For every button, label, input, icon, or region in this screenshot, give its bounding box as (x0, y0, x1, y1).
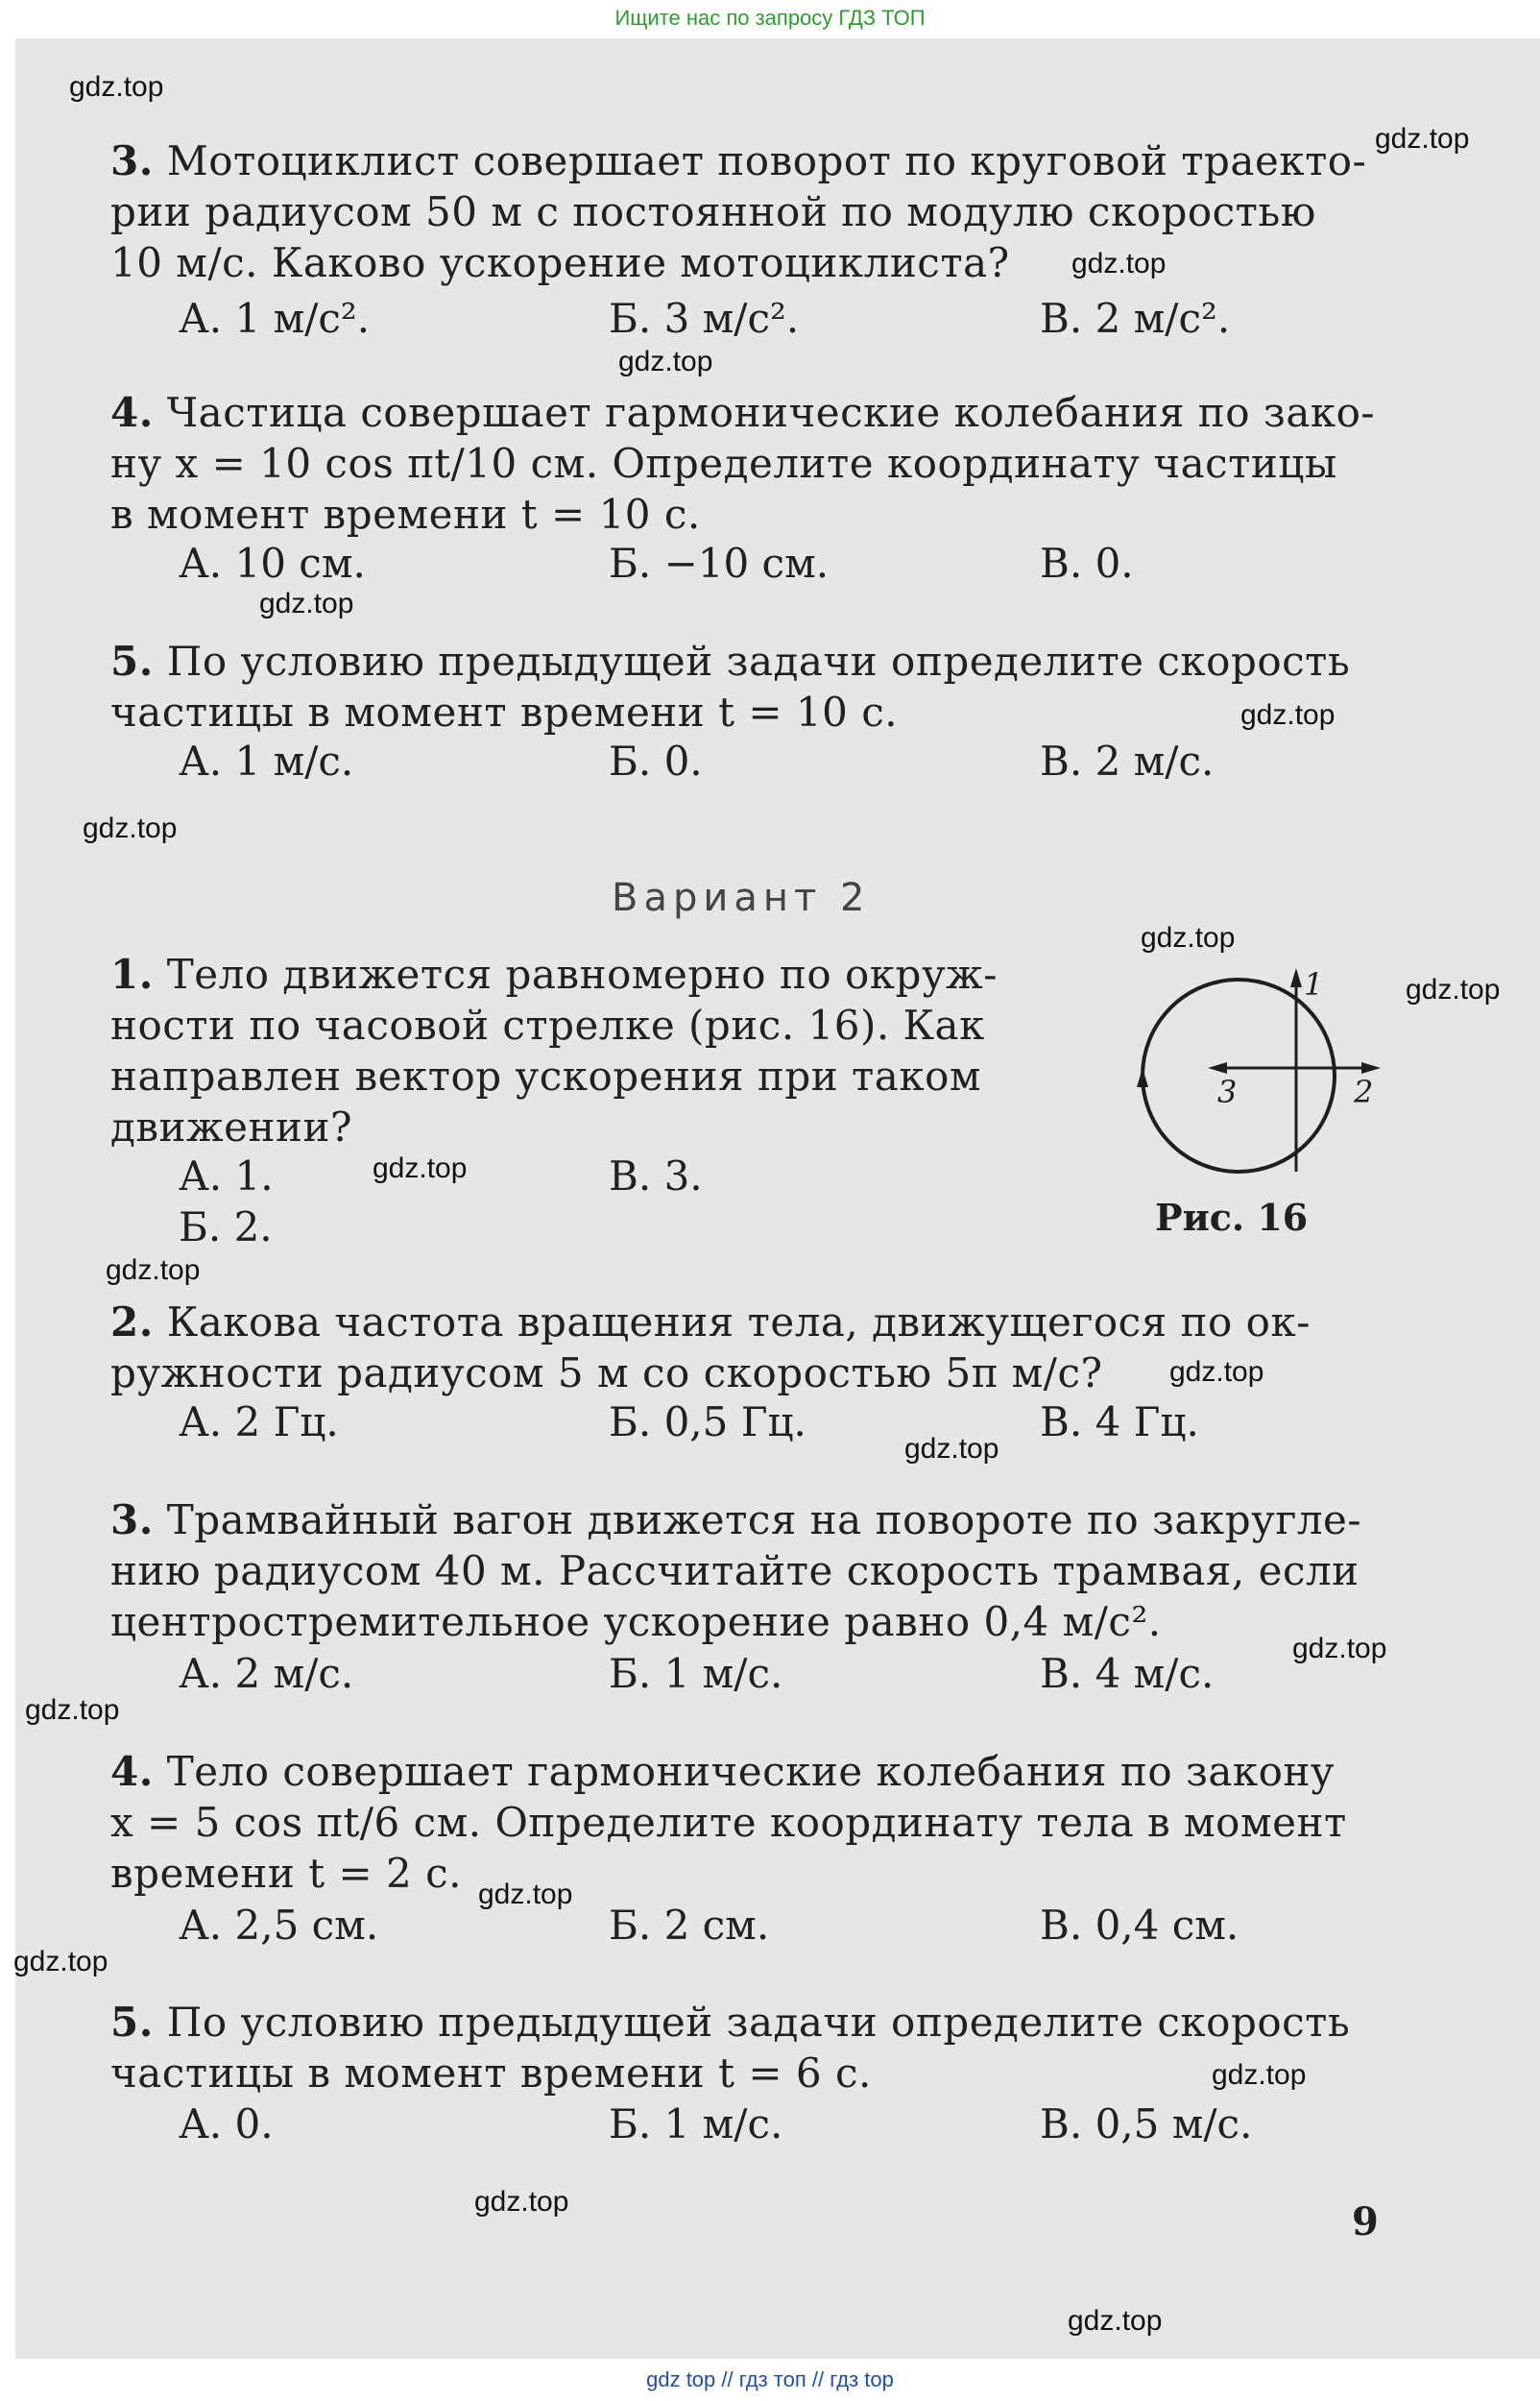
trajectory-circle (1143, 980, 1335, 1172)
watermark: gdz.top (259, 588, 354, 619)
v2q4-line-3: времени t = 2 с. (110, 1850, 462, 1897)
watermark: gdz.top (25, 1694, 120, 1726)
v2q1-answer-c: В. 3. (609, 1152, 703, 1200)
q4a-line-1: 4. Частица совершает гармонические колебания по зако- (110, 389, 1376, 436)
watermark: gdz.top (474, 2186, 569, 2218)
footer-links[interactable]: gdz top // гдз топ // гдз top (0, 2359, 1540, 2401)
v2q2-line-2: ружности радиусом 5 м со скоростью 5π м/с? (110, 1349, 1103, 1396)
watermark: gdz.top (1141, 922, 1236, 954)
q5a-answer-b: Б. 0. (609, 738, 703, 785)
watermark: gdz.top (1169, 1356, 1264, 1388)
q3a-answer-a: А. 1 м/с². (179, 295, 371, 342)
v2q3-line-1: 3. Трамвайный вагон движется на повороте по закругле- (110, 1496, 1362, 1543)
q3a-line-3: 10 м/с. Каково ускорение мотоциклиста? (110, 239, 1010, 286)
v2q1-number: 1. (110, 951, 154, 998)
v2q1-answer-a: А. 1. (179, 1152, 274, 1200)
q5a-line-1: 5. По условию предыдущей задачи определите скорость (110, 638, 1351, 685)
watermark: gdz.top (618, 346, 713, 377)
q3a-line-1: 3. Мотоциклист совершает поворот по круговой траекто- (110, 137, 1367, 184)
v2q3-line-3: центростремительное ускорение равно 0,4 м/с². (110, 1598, 1162, 1645)
watermark: gdz.top (106, 1254, 201, 1286)
watermark: gdz.top (69, 71, 164, 103)
v2q5-line-2: частицы в момент времени t = 6 с. (110, 2049, 872, 2097)
vector-2-arrowhead (1361, 1062, 1381, 1074)
q4a-answer-c: В. 0. (1040, 540, 1134, 587)
v2q2-answer-b: Б. 0,5 Гц. (609, 1398, 806, 1445)
v2q5-answer-c: В. 0,5 м/с. (1040, 2100, 1253, 2147)
v2q2-answer-c: В. 4 Гц. (1040, 1398, 1199, 1445)
v2q4-answer-b: Б. 2 см. (609, 1902, 770, 1949)
q5a-line-2: частицы в момент времени t = 10 с. (110, 689, 899, 736)
variant-title: Вариант 2 (612, 876, 871, 920)
q4a-line-3: в момент времени t = 10 с. (110, 491, 701, 538)
watermark: gdz.top (83, 812, 178, 844)
top-banner[interactable]: Ищите нас по запросу ГДЗ ТОП (0, 0, 1540, 36)
vector-1-label: 1 (1304, 966, 1324, 1003)
q3a-answer-b: Б. 3 м/с². (609, 295, 800, 342)
motion-direction-arrow (1137, 1068, 1148, 1087)
q5a-number: 5. (110, 638, 154, 685)
watermark: gdz.top (1212, 2059, 1307, 2091)
watermark: gdz.top (1375, 123, 1470, 155)
vector-1-arrowhead (1290, 968, 1302, 987)
page-number: 9 (1352, 2199, 1379, 2244)
v2q2-answer-a: А. 2 Гц. (179, 1398, 339, 1445)
v2q3-number: 3. (110, 1496, 154, 1543)
v2q1-answer-b: Б. 2. (179, 1203, 273, 1250)
v2q4-answer-a: А. 2,5 см. (179, 1902, 379, 1949)
watermark: gdz.top (478, 1879, 573, 1910)
q3a-number: 3. (110, 137, 154, 184)
q3a-answer-c: В. 2 м/с². (1040, 295, 1231, 342)
v2q3-answer-a: А. 2 м/с. (179, 1650, 354, 1697)
watermark: gdz.top (373, 1152, 468, 1184)
watermark: gdz.top (1406, 974, 1501, 1006)
q4a-line-2: ну x = 10 cos πt/10 см. Определите координату частицы (110, 440, 1337, 487)
v2q2-number: 2. (110, 1298, 154, 1346)
v2q4-answer-c: В. 0,4 см. (1040, 1902, 1239, 1949)
figure-16-diagram (1075, 960, 1392, 1181)
q5a-answer-c: В. 2 м/с. (1040, 738, 1215, 785)
v2q3-answer-b: Б. 1 м/с. (609, 1650, 783, 1697)
figure-caption: Рис. 16 (1155, 1196, 1309, 1239)
v2q3-answer-c: В. 4 м/с. (1040, 1650, 1215, 1697)
watermark: gdz.top (13, 1946, 108, 1977)
v2q5-number: 5. (110, 1999, 154, 2046)
q4a-number: 4. (110, 389, 154, 436)
watermark: gdz.top (1068, 2305, 1163, 2337)
v2q5-answer-a: А. 0. (179, 2100, 274, 2147)
q3a-line-2: рии радиусом 50 м с постоянной по модулю скоростью (110, 188, 1316, 235)
vector-3-label: 3 (1217, 1074, 1238, 1110)
v2q5-line-1: 5. По условию предыдущей задачи определите скорость (110, 1999, 1351, 2046)
q5a-answer-a: А. 1 м/с. (179, 738, 354, 785)
vector-2-label: 2 (1354, 1074, 1374, 1110)
q4a-answer-a: А. 10 см. (179, 540, 366, 587)
v2q1-line-4: движении? (110, 1103, 352, 1151)
v2q3-line-2: нию радиусом 40 м. Рассчитайте скорость трамвая, если (110, 1547, 1360, 1594)
v2q2-line-1: 2. Какова частота вращения тела, движущегося по ок- (110, 1298, 1311, 1346)
watermark: gdz.top (1240, 699, 1335, 731)
v2q5-answer-b: Б. 1 м/с. (609, 2100, 783, 2147)
watermark: gdz.top (1071, 248, 1167, 279)
v2q4-number: 4. (110, 1748, 154, 1795)
v2q1-line-1: 1. Тело движется равномерно по окруж- (110, 951, 998, 998)
watermark: gdz.top (904, 1433, 999, 1465)
v2q1-line-2: ности по часовой стрелке (рис. 16). Как (110, 1002, 985, 1049)
vector-3-arrowhead (1208, 1062, 1227, 1074)
q4a-answer-b: Б. −10 см. (609, 540, 830, 587)
v2q4-line-2: x = 5 cos πt/6 см. Определите координату тела в момент (110, 1799, 1347, 1846)
v2q1-line-3: направлен вектор ускорения при таком (110, 1053, 982, 1100)
v2q4-line-1: 4. Тело совершает гармонические колебания по закону (110, 1748, 1335, 1795)
watermark: gdz.top (1292, 1633, 1387, 1664)
